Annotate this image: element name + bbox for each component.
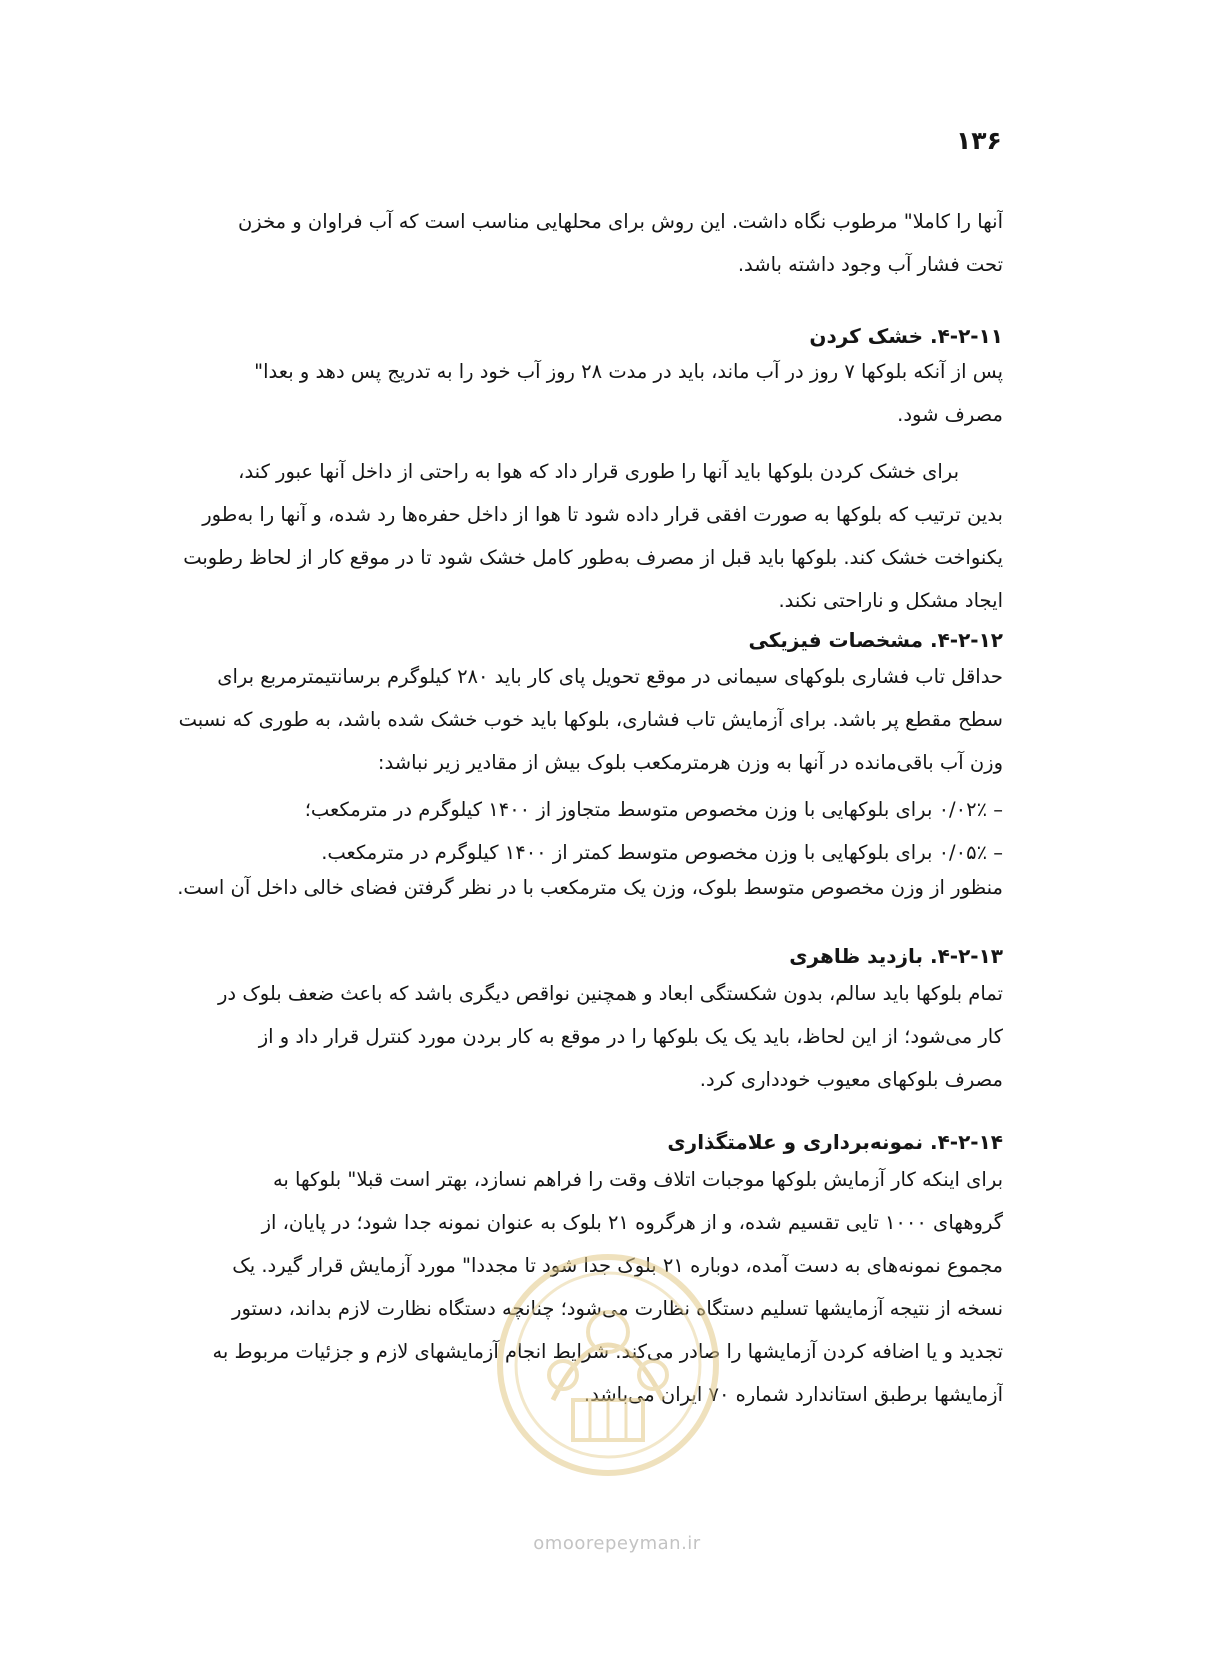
text-line: برای اینکه کار آزمایش بلوکها موجبات اتلاف وقت را فراهم نسازد، بهتر است قبلا" بلوکها به (272, 1168, 1003, 1191)
watermark-seal-icon (493, 1250, 723, 1480)
text-line: کار می‌شود؛ از این لحاظ، باید یک یک بلوکها را در موقع به کار بردن مورد کنترل قرار داد و از (258, 1025, 1003, 1048)
section-heading-drying: ۴-۲-۱۱. خشک کردن (809, 324, 1003, 348)
page-number: ۱۳۶ (956, 126, 1002, 155)
text-line: سطح مقطع پر باشد. برای آزمایش تاب فشاری، بلوکها باید خوب خشک شده باشد، به طوری که نسبت (178, 708, 1003, 731)
text-line: پس از آنکه بلوکها ۷ روز در آب ماند، باید در مدت ۲۸ روز آب خود را به تدریج پس دهد و بعدا" (254, 360, 1003, 383)
physical-specs-paragraph (147, 655, 1003, 784)
text-line: گروههای ۱۰۰۰ تایی تقسیم شده، و از هرگروه ۲۱ بلوک به عنوان نمونه جدا شود؛ در پایان، از (261, 1211, 1003, 1234)
text-line: یکنواخت خشک کند. بلوکها باید قبل از مصرف به‌طور کامل خشک شود تا در موقع کار از لحاظ رطوبت (183, 546, 1003, 569)
watermark-url: omoorepeyman.ir (533, 1533, 701, 1554)
visual-inspection-paragraph (147, 972, 1003, 1101)
list-item: – ۰/۰۵٪ برای بلوکهایی با وزن مخصوص متوسط کمتر از ۱۴۰۰ کیلوگرم در مترمکعب. (321, 841, 1003, 864)
intro-paragraph (147, 200, 1003, 286)
text-line: برای خشک کردن بلوکها باید آنها را طوری قرار داد که هوا به راحتی از داخل آنها عبور کند، (238, 460, 959, 483)
text-line: مصرف شود. (897, 403, 1003, 426)
text-line: حداقل تاب فشاری بلوکهای سیمانی در موقع تحویل پای کار باید ۲۸۰ کیلوگرم برسانتیمترمربع برای (217, 665, 1003, 688)
average-density-note (147, 866, 1003, 909)
section-heading-sampling-marking: ۴-۲-۱۴. نمونه‌برداری و علامتگذاری (667, 1130, 1003, 1154)
text-line: تجدید و یا اضافه کردن آزمایشها را صادر می‌کند. شرایط انجام آزمایشهای لازم و جزئیات مربوط به (212, 1340, 1003, 1363)
text-line: مصرف بلوکهای معیوب خودداری کرد. (699, 1068, 1003, 1091)
text-line: ایجاد مشکل و ناراحتی نکند. (778, 589, 1003, 612)
text-line: بدین ترتیب که بلوکها به صورت افقی قرار داده شود تا هوا از داخل حفره‌ها رد شده، و آنها را به‌طور (202, 503, 1003, 526)
drying-paragraph-1 (147, 350, 1003, 436)
text-line: تحت فشار آب وجود داشته باشد. (737, 253, 1003, 276)
section-heading-physical-specs: ۴-۲-۱۲. مشخصات فیزیکی (748, 628, 1003, 652)
moisture-limits-list (147, 788, 1003, 874)
text-line: آزمایشها برطبق استاندارد شماره ۷۰ ایران می‌باشد. (583, 1383, 1003, 1406)
drying-paragraph-2 (147, 450, 1003, 622)
text-line: تمام بلوکها باید سالم، بدون شکستگی ابعاد و همچنین نواقص دیگری باشد که باعث ضعف بلوک در (218, 982, 1003, 1005)
section-heading-visual-inspection: ۴-۲-۱۳. بازدید ظاهری (789, 944, 1003, 968)
list-item: – ۰/۰۲٪ برای بلوکهایی با وزن مخصوص متوسط متجاوز از ۱۴۰۰ کیلوگرم در مترمکعب؛ (304, 798, 1003, 821)
text-line: آنها را کاملا" مرطوب نگاه داشت. این روش برای محلهایی مناسب است که آب فراوان و مخزن (237, 210, 1003, 233)
text-line: منظور از وزن مخصوص متوسط بلوک، وزن یک مترمکعب با در نظر گرفتن فضای خالی داخل آن است. (177, 876, 1003, 899)
text-line: مجموع نمونه‌های به دست آمده، دوباره ۲۱ بلوک جدا شود تا مجددا" مورد آزمایش قرار گیرد. یک (232, 1254, 1003, 1277)
text-line: نسخه از نتیجه آزمایشها تسلیم دستگاه نظارت می‌شود؛ چنانچه دستگاه نظارت لازم بداند، دستور (232, 1297, 1003, 1320)
text-line: وزن آب باقی‌مانده در آنها به وزن هرمترمکعب بلوک بیش از مقادیر زیر نباشد: (377, 751, 1003, 774)
